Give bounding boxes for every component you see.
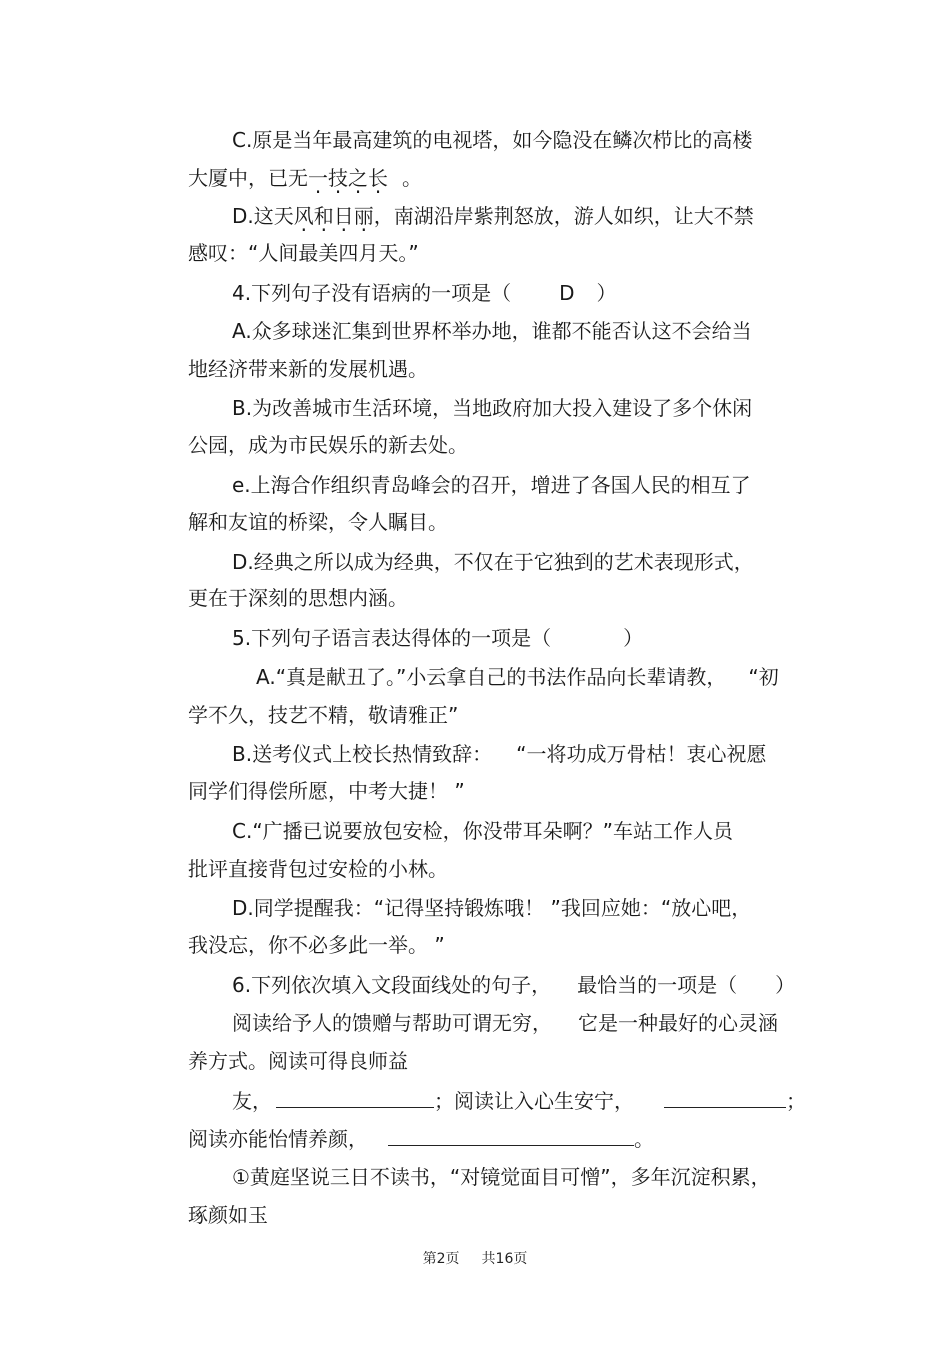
q4-option-c-line1: e.上海合作组织青岛峰会的召开，增进了各国人民的相互了 xyxy=(232,473,751,497)
emphasis-char: 和 xyxy=(313,204,334,228)
q6-option-1-line2: 琢颜如玉 xyxy=(188,1203,268,1227)
q4-option-d-line1: D.经典之所以成为经典，不仅在于它独到的艺术表现形式， xyxy=(232,550,754,574)
q3-c-text-post: 。 xyxy=(402,166,422,190)
q4-option-b-line2: 公园，成为市民娱乐的新去处。 xyxy=(188,433,468,457)
q4-option-b-line1: B.为改善城市生活环境，当地政府加大投入建设了多个休闲 xyxy=(232,396,753,420)
q4-stem xyxy=(232,280,617,306)
q5-b-tail: “一将功成万骨枯！衷心祝愿 xyxy=(516,742,767,766)
q3-option-d-line1 xyxy=(232,203,754,229)
page-number: 第2页 xyxy=(422,1251,460,1267)
q6-text-friend: 友， xyxy=(232,1089,272,1113)
q4-option-c-line2: 解和友谊的桥梁，令人瞩目。 xyxy=(188,510,448,534)
q6-close: ） xyxy=(775,973,796,997)
q6-option-1-line1: ①黄庭坚说三日不读书，“对镜觉面目可憎”，多年沉淀积累， xyxy=(232,1165,771,1189)
q5-b-text: B.送考仪式上校长热情致辞： xyxy=(232,742,493,766)
q6-text-calm: ；阅读让入心生安宁， xyxy=(434,1089,634,1113)
page-footer xyxy=(0,1248,950,1268)
q3-option-c-line1: C.原是当年最高建筑的电视塔，如今隐没在鳞次栉比的高楼 xyxy=(232,128,753,152)
q3-d-text-post: ，南湖沿岸紫荆怒放，游人如织，让大不禁 xyxy=(373,204,754,228)
q6-passage-line1 xyxy=(232,1010,778,1036)
q5-option-a-line2: 学不久，技艺不精，敬请雅正” xyxy=(188,703,459,727)
q4-option-a-line2: 地经济带来新的发展机遇。 xyxy=(188,357,428,381)
page-total: 共16页 xyxy=(481,1251,528,1267)
q4-option-a-line1: A.众多球迷汇集到世界杯举办地，谁都不能否认这不会给当 xyxy=(232,319,752,343)
emphasis-char: 之 xyxy=(348,166,368,190)
q5-option-d-line1: D.同学提醒我：“记得坚持锻炼哦！ ”我回应她：“放心吧， xyxy=(232,896,752,920)
q6-stem xyxy=(232,972,795,998)
q5-option-d-line2: 我没忘，你不必多此一举。 ” xyxy=(188,933,445,957)
q6-text-period: 。 xyxy=(634,1127,654,1151)
q6-stem-text: 6.下列依次填入文段面线处的句子， xyxy=(232,973,552,997)
emphasis-char: 技 xyxy=(328,166,348,190)
q6-text-semicolon: ； xyxy=(786,1089,806,1113)
q3-d-text-pre: D.这天 xyxy=(232,204,294,228)
q6-passage-line2: 养方式。阅读可得良师益 xyxy=(188,1049,408,1073)
emphasis-char: 丽 xyxy=(353,204,374,228)
q3-c-text-pre: 大厦中，已无 xyxy=(188,166,308,190)
q4-stem-text: 4.下列句子没有语病的一项是（ xyxy=(232,281,512,305)
q5-a-text: A.“真是献丑了。”小云拿自己的书法作品向长辈请教， xyxy=(256,665,727,689)
emphasis-char: 长 xyxy=(368,166,388,190)
q5-option-b-line2: 同学们得偿所愿，中考大捷！ ” xyxy=(188,779,465,803)
q3-option-c-line2 xyxy=(188,165,422,191)
q4-close: ） xyxy=(596,281,617,305)
q5-option-c-line1: C.“广播已说要放包安检，你没带耳朵啊？”车站工作人员 xyxy=(232,819,734,843)
q3-option-d-line2: 感叹：“人间最美四月天。” xyxy=(188,241,419,265)
q4-option-d-line2: 更在于深刻的思想内涵。 xyxy=(188,586,408,610)
emphasis-char: 一 xyxy=(308,166,328,190)
q3-d-emphasis xyxy=(294,204,374,228)
q6-blank-3[interactable] xyxy=(388,1125,634,1146)
q5-option-a-line1 xyxy=(256,664,779,690)
q3-c-emphasis xyxy=(308,166,388,190)
emphasis-char: 日 xyxy=(333,204,354,228)
q5-a-tail: “初 xyxy=(748,665,779,689)
q6-passage-text: 阅读给予人的馈赠与帮助可谓无穷， xyxy=(232,1011,552,1035)
q5-stem-text: 5.下列句子语言表达得体的一项是（ xyxy=(232,626,552,650)
q5-stem xyxy=(232,625,643,651)
q6-blank-2[interactable] xyxy=(664,1087,786,1108)
q5-option-c-line2: 批评直接背包过安检的小林。 xyxy=(188,857,448,881)
q6-passage-line4 xyxy=(188,1125,654,1151)
q6-blank-1[interactable] xyxy=(276,1087,434,1108)
q6-stem-tail: 最恰当的一项是（ xyxy=(577,973,738,997)
q6-passage-tail: 它是一种最好的心灵涵 xyxy=(578,1011,778,1035)
q4-answer: D xyxy=(559,281,575,305)
q5-close: ） xyxy=(623,626,644,650)
q6-text-beauty: 阅读亦能怡情养颜， xyxy=(188,1127,368,1151)
q6-passage-line3 xyxy=(232,1087,806,1113)
q5-option-b-line1 xyxy=(232,741,766,767)
emphasis-char: 风 xyxy=(293,204,314,228)
